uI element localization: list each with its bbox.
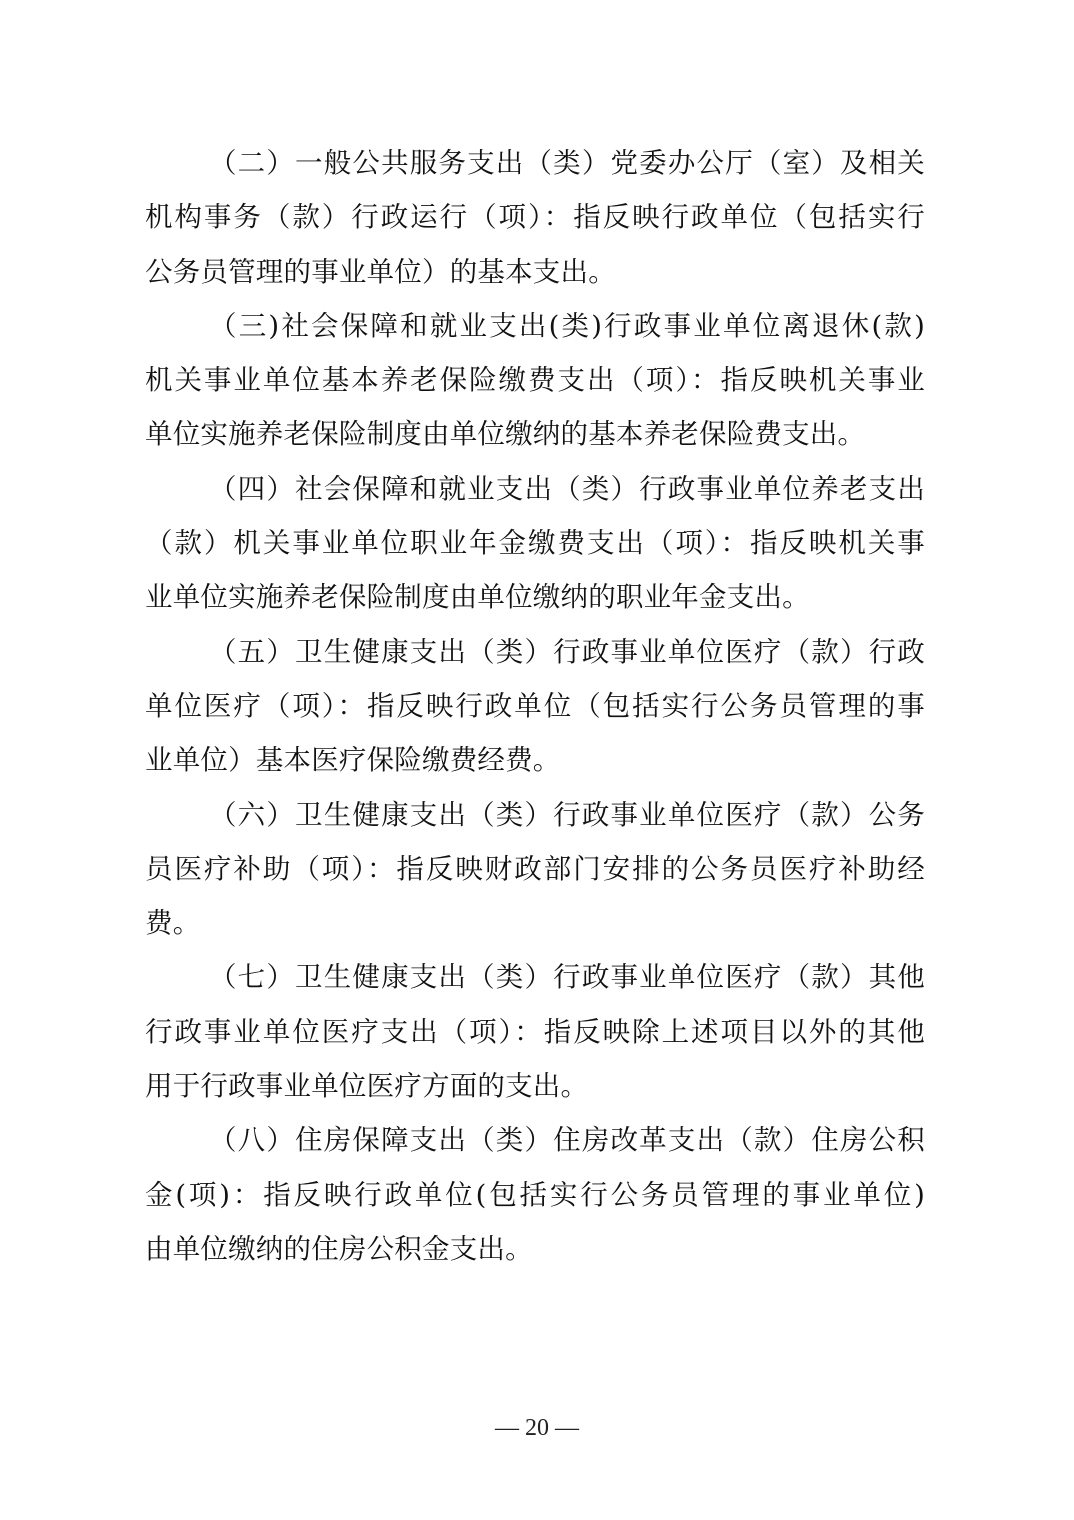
paragraph-line: （七）卫生健康支出（类）行政事业单位医疗（款）其他 (209, 961, 925, 994)
paragraph-4 (145, 462, 925, 625)
paragraph-8 (145, 1113, 925, 1276)
paragraph-line: （五）卫生健康支出（类）行政事业单位医疗（款）行政 (209, 635, 925, 668)
paragraph-line: （款）机关事业单位职业年金缴费支出（项）：指反映机关事 (145, 527, 925, 560)
paragraph-line: （六）卫生健康支出（类）行政事业单位医疗（款）公务 (209, 798, 925, 831)
paragraph-line: 业单位）基本医疗保险缴费经费。 (145, 744, 561, 777)
paragraph-6 (145, 788, 925, 951)
paragraph-line: （三)社会保障和就业支出(类)行政事业单位离退休(款) (209, 309, 925, 342)
paragraph-line: （八）住房保障支出（类）住房改革支出（款）住房公积 (209, 1124, 925, 1157)
paragraph-line: （四）社会保障和就业支出（类）行政事业单位养老支出 (209, 472, 925, 505)
document-body (145, 136, 925, 1276)
paragraph-line: 单位实施养老保险制度由单位缴纳的基本养老保险费支出。 (145, 418, 866, 451)
paragraph-line: （二）一般公共服务支出（类）党委办公厅（室）及相关 (209, 147, 925, 179)
paragraph-line: 费。 (145, 907, 201, 940)
paragraph-line: 金(项)：指反映行政单位(包括实行公务员管理的事业单位) (145, 1178, 925, 1211)
paragraph-2 (145, 136, 925, 299)
paragraph-5 (145, 625, 925, 788)
page-number: — 20 — (495, 1415, 579, 1441)
paragraph-line: 机关事业单位基本养老保险缴费支出（项）：指反映机关事业 (145, 364, 925, 397)
paragraph-line: 由单位缴纳的住房公积金支出。 (145, 1232, 533, 1265)
paragraph-line: 单位医疗（项）：指反映行政单位（包括实行公务员管理的事 (145, 689, 925, 722)
paragraph-line: 用于行政事业单位医疗方面的支出。 (145, 1070, 589, 1103)
paragraph-line: 公务员管理的事业单位）的基本支出。 (145, 255, 616, 288)
paragraph-3 (145, 299, 925, 462)
paragraph-line: 机构事务（款）行政运行（项）：指反映行政单位（包括实行 (145, 201, 925, 234)
paragraph-line: 业单位实施养老保险制度由单位缴纳的职业年金支出。 (145, 581, 810, 614)
paragraph-line: 行政事业单位医疗支出（项）：指反映除上述项目以外的其他 (145, 1015, 925, 1048)
paragraph-line: 员医疗补助（项）：指反映财政部门安排的公务员医疗补助经 (145, 852, 925, 885)
paragraph-7 (145, 950, 925, 1113)
